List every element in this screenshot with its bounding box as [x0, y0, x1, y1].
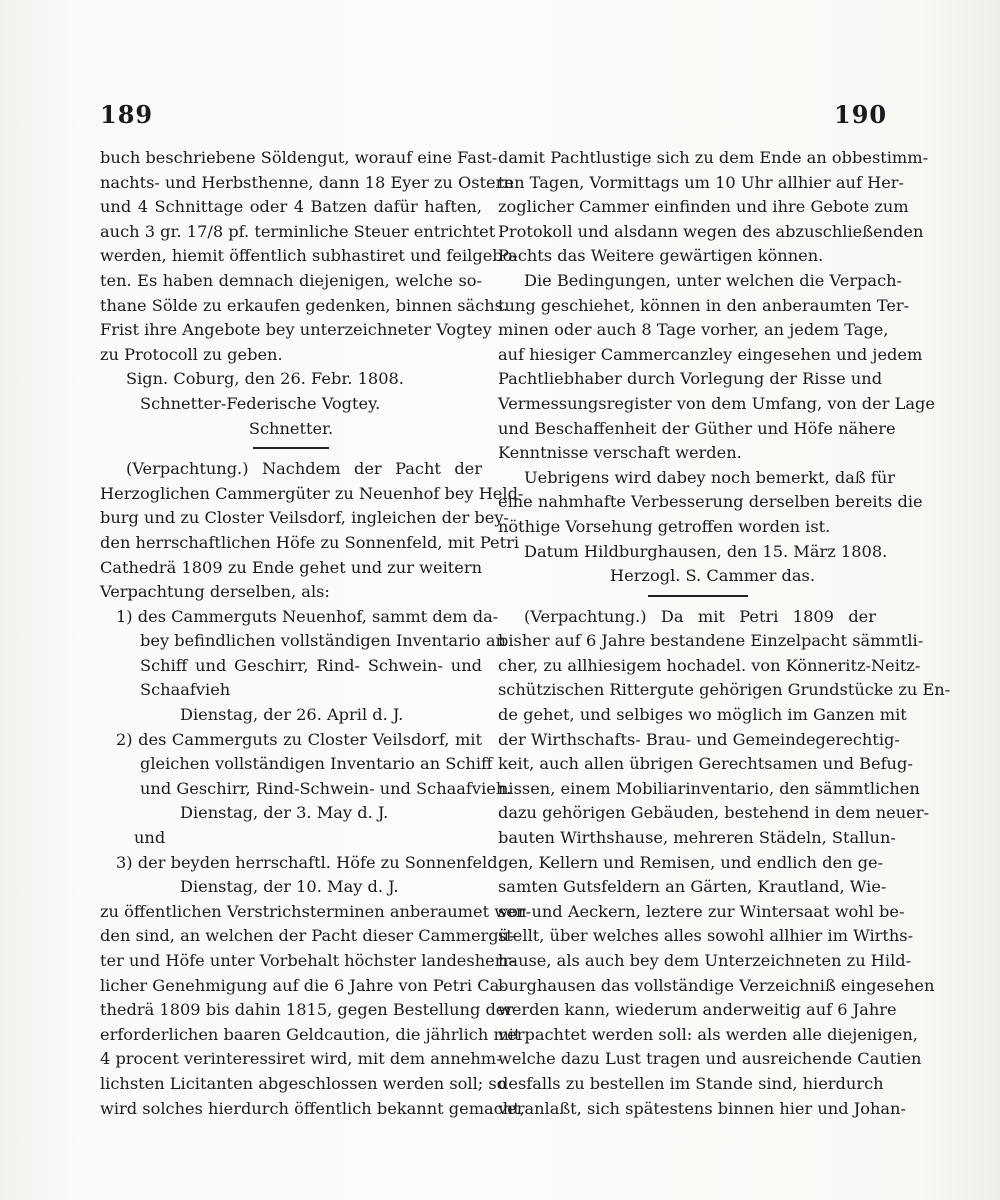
text-line: Vermessungsregister von dem Umfang, von der Lage	[498, 393, 935, 413]
text-line: desfalls zu bestellen im Stande sind, hierdurch	[498, 1073, 884, 1093]
text-line: Protokoll und alsdann wegen des abzuschließenden	[498, 221, 924, 241]
paragraph-pachtlustige	[498, 146, 929, 269]
text-line: den herrschaftlichen Höfe zu Sonnenfeld, mit Petri	[100, 532, 520, 552]
text-line: lichsten Licitanten abgeschlossen werden soll; so	[100, 1073, 507, 1093]
text-line: bey befindlichen vollständigen Inventario an	[140, 631, 506, 651]
text-line: Frist ihre Angebote bey unterzeichneter Vogtey	[100, 320, 492, 340]
text-line: hause, als auch bey dem Unterzeichneten zu Hild-	[498, 951, 912, 970]
signature-office: Schnetter-Federische Vogtey.	[140, 393, 381, 413]
text-line: stellt, über welches alles sowohl allhier im Wirths-	[498, 926, 914, 946]
text-line: und 4 Schnittage oder 4 Batzen dafür haften,	[100, 197, 482, 217]
signature-name: Schnetter.	[248, 418, 334, 438]
text-line: 4 procent verinteressiret wird, mit dem annehm-	[100, 1049, 502, 1069]
text-line: cher, zu allhiesigem hochadel. von Könneritz-Neitz-	[498, 655, 921, 675]
section-divider	[253, 447, 329, 449]
text-line: nöthige Vorsehung getroffen worden ist.	[498, 516, 831, 536]
list-item	[100, 851, 503, 900]
paragraph-verpachtung-cammergueter	[100, 457, 524, 605]
list-item-date: Dienstag, der 26. April d. J.	[180, 705, 404, 725]
text-line: Schiff und Geschirr, Rind- Schwein- und	[140, 655, 482, 675]
text-line: burghausen das vollständige Verzeichniß eingesehen	[498, 975, 935, 995]
list-number: 3)	[116, 852, 133, 872]
text-line: ter und Höfe unter Vorbehalt höchster landesherr-	[100, 951, 516, 970]
text-line: thedrä 1809 bis dahin 1815, gegen Bestellung der	[100, 1000, 514, 1020]
section-divider	[648, 595, 748, 597]
text-line: gleichen vollständigen Inventario an Schiff	[140, 754, 493, 774]
text-line: dazu gehörigen Gebäuden, bestehend in dem neuer-	[498, 803, 929, 823]
text-line: zu Protocoll zu geben.	[100, 344, 283, 364]
text-line: bisher auf 6 Jahre bestandene Einzelpacht sämmtli-	[498, 631, 924, 651]
text-line: und Beschaffenheit der Güther und Höfe nähere	[498, 418, 896, 438]
right-column	[498, 146, 951, 1121]
page-number-right: 190	[834, 100, 888, 129]
paragraph-bedingungen	[498, 269, 935, 466]
text-line: (Verpachtung.) Nachdem der Pacht der	[126, 459, 482, 479]
left-column	[100, 146, 532, 1121]
list-item-first-line: 2) des Cammerguts zu Closter Veilsdorf, mit	[116, 729, 482, 749]
text-line: tung geschiehet, können in den anberaumten Ter-	[498, 295, 910, 315]
text-line: der Wirthschafts- Brau- und Gemeindegerechtig-	[498, 729, 900, 749]
text-line: Pachts das Weitere gewärtigen können.	[498, 246, 824, 266]
paragraph-verpachtung-rittergut	[498, 605, 951, 1121]
signature-block	[498, 540, 888, 589]
text-line: buch beschriebene Söldengut, worauf eine Fast-	[100, 148, 498, 167]
text-line: den sind, an welchen der Pacht dieser Cammergü-	[100, 926, 515, 946]
text-line: und Geschirr, Rind-Schwein- und Schaafvieh.	[140, 778, 512, 798]
page-number-left: 189	[100, 100, 154, 129]
text-line: sen und Aeckern, leztere zur Wintersaat wohl be-	[498, 901, 905, 921]
list-item	[100, 728, 512, 826]
text-line: licher Genehmigung auf die 6 Jahre von Petri Ca-	[100, 975, 505, 995]
list-item	[100, 605, 506, 728]
text-line: schützischen Rittergute gehörigen Grundstücke zu En-	[498, 680, 951, 700]
text-line: ten Tagen, Vormittags um 10 Uhr allhier auf Her-	[498, 172, 904, 192]
list-item-first-line: 1) des Cammerguts Neuenhof, sammt dem da-	[116, 606, 499, 626]
text-line: samten Gutsfeldern an Gärten, Krautland, Wie-	[498, 877, 887, 897]
list-item-date: Dienstag, der 3. May d. J.	[180, 803, 389, 823]
text-line: wird solches hierdurch öffentlich bekannt gemacht,	[100, 1098, 525, 1118]
signature-office: Herzogl. S. Cammer das.	[610, 566, 816, 586]
text-line: Pachtliebhaber durch Vorlegung der Risse und	[498, 369, 883, 389]
text-line: werden, hiemit öffentlich subhastiret und feilgebo-	[100, 246, 518, 266]
paragraph-verstrichstermine	[100, 900, 532, 1121]
text-line: thane Sölde zu erkaufen gedenken, binnen sächs.	[100, 295, 509, 315]
text-line: auf hiesiger Cammercanzley eingesehen und jedem	[498, 344, 923, 364]
text-line: auch 3 gr. 17/8 pf. terminliche Steuer entrichtet	[100, 221, 496, 241]
conjunction-und: und	[134, 828, 166, 848]
text-line: Kenntnisse verschaft werden.	[498, 443, 742, 463]
text-line: welche dazu Lust tragen und ausreichende Cautien	[498, 1049, 922, 1069]
text-line: Die Bedingungen, unter welchen die Verpach-	[524, 270, 903, 290]
text-line: zoglicher Cammer einfinden und ihre Gebote zum	[498, 197, 909, 217]
text-line: minen oder auch 8 Tage vorher, an jedem Tage,	[498, 320, 889, 340]
text-line: Verpachtung derselben, als:	[100, 582, 330, 602]
text-line: Uebrigens wird dabey noch bemerkt, daß für	[524, 467, 895, 487]
text-line: de gehet, und selbiges wo möglich im Ganzen mit	[498, 705, 907, 725]
paragraph-uebrigens	[498, 466, 923, 540]
text-line: veranlaßt, sich spätestens binnen hier und Johan-	[498, 1098, 906, 1118]
text-line: erforderlichen baaren Geldcaution, die jährlich mit	[100, 1024, 521, 1044]
text-line: bauten Wirthshause, mehreren Städeln, Stallun-	[498, 828, 896, 848]
signature-block	[100, 367, 482, 441]
text-line: burg und zu Closter Veilsdorf, ingleichen der bey-	[100, 508, 509, 528]
paragraph-soeldengut	[100, 146, 518, 367]
list-item-date: Dienstag, der 10. May d. J.	[180, 877, 399, 897]
text-line: Schaafvieh	[140, 680, 231, 700]
text-line: nachts- und Herbsthenne, dann 18 Eyer zu Ostern	[100, 172, 514, 192]
list-number: 1)	[116, 606, 133, 626]
text-line: keit, auch allen übrigen Gerechtsamen und Befug-	[498, 754, 913, 774]
text-line: damit Pachtlustige sich zu dem Ende an obbestimm-	[498, 148, 929, 167]
text-line: Herzoglichen Cammergüter zu Neuenhof bey Held-	[100, 483, 524, 503]
text-line: gen, Kellern und Remisen, und endlich den ge-	[498, 852, 884, 872]
text-line: (Verpachtung.) Da mit Petri 1809 der	[524, 606, 876, 626]
text-line: werden kann, wiederum anderweitig auf 6 Jahre	[498, 1000, 897, 1020]
text-line: nissen, einem Mobiliarinventario, den sämmtlichen	[498, 778, 920, 798]
signature-date: Datum Hildburghausen, den 15. März 1808.	[524, 541, 888, 561]
text-line: zu öffentlichen Verstrichsterminen anberaumet wor-	[100, 901, 532, 921]
list-item-first-line: 3) der beyden herrschaftl. Höfe zu Sonnenfeld.	[116, 852, 503, 872]
text-line: Cathedrä 1809 zu Ende gehet und zur weitern	[100, 557, 482, 577]
text-line: ten. Es haben demnach diejenigen, welche so-	[100, 270, 482, 290]
text-line: eine nahmhafte Verbesserung derselben bereits die	[498, 492, 923, 512]
list-number: 2)	[116, 729, 133, 749]
text-line: verpachtet werden soll: als werden alle diejenigen,	[498, 1024, 918, 1044]
signature-date: Sign. Coburg, den 26. Febr. 1808.	[126, 369, 404, 389]
